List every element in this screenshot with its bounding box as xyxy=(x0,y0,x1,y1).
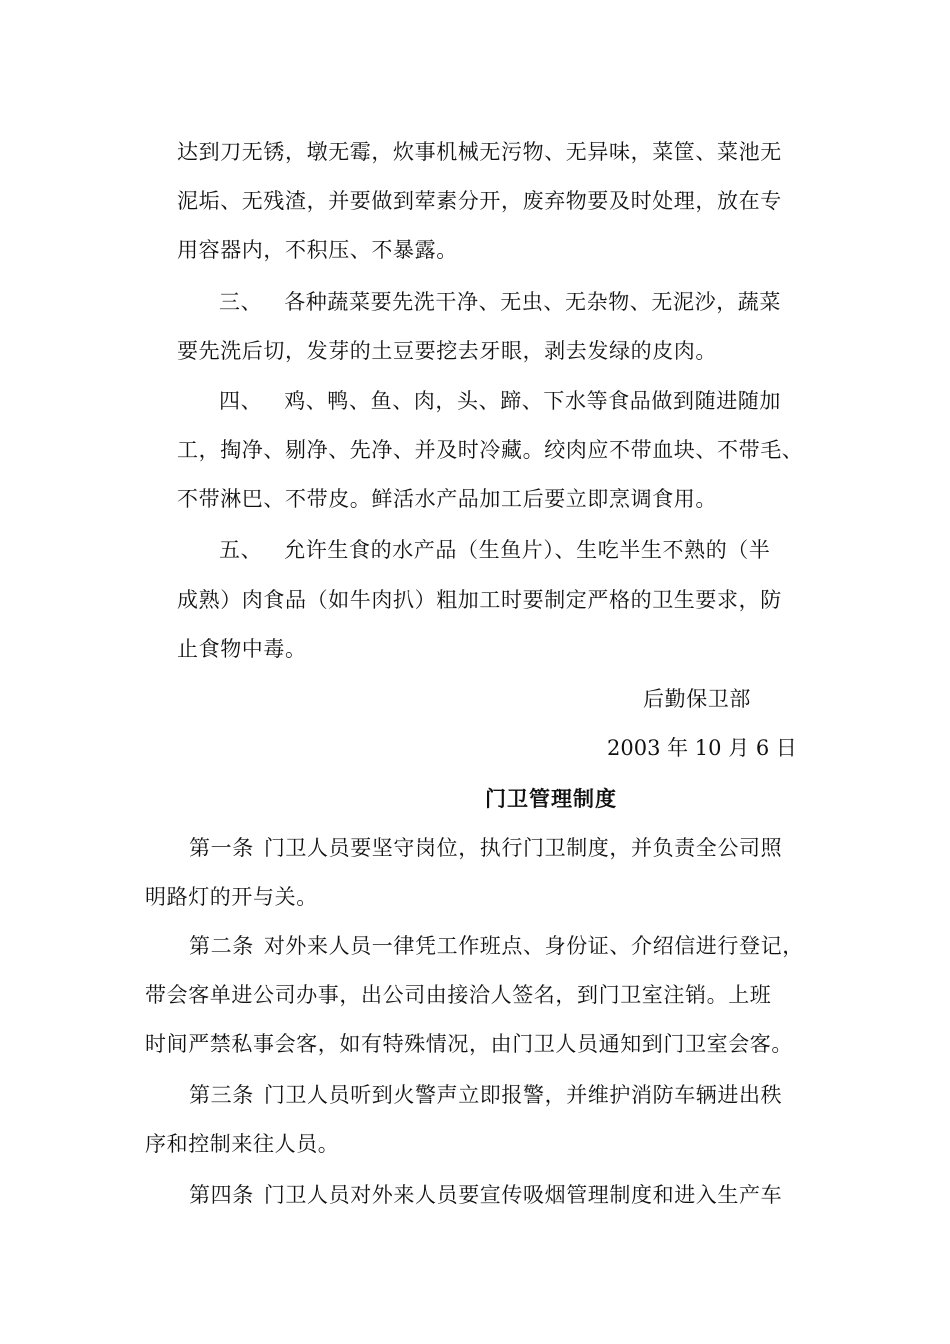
paragraph-line: 序和控制来往人员。 xyxy=(145,1132,340,1156)
paragraph-line: 不带淋巴、不带皮。鲜活水产品加工后要立即烹调食用。 xyxy=(177,487,717,511)
article-label: 第一条 xyxy=(189,836,254,860)
article-2-line xyxy=(189,931,804,961)
article-label: 第三条 xyxy=(189,1083,254,1107)
paragraph-line: 明路灯的开与关。 xyxy=(145,885,318,909)
signature: 后勤保卫部 xyxy=(643,687,751,711)
article-1-line xyxy=(189,833,782,863)
item-text: 各种蔬菜要先洗干净、无虫、无杂物、无泥沙，蔬菜 xyxy=(284,290,782,314)
item-number: 四、 xyxy=(219,389,263,413)
item-number: 三、 xyxy=(219,290,263,314)
item-number: 五、 xyxy=(219,538,263,562)
article-label: 第二条 xyxy=(189,934,254,958)
item-4-line xyxy=(219,386,781,416)
paragraph-line: 带会客单进公司办事，出公司由接洽人签名，到门卫室注销。上班 xyxy=(145,983,772,1007)
article-label: 第四条 xyxy=(189,1183,254,1207)
paragraph-line: 工，掏净、剔净、先净、并及时冷藏。绞肉应不带血块、不带毛、 xyxy=(177,438,804,462)
section-title: 门卫管理制度 xyxy=(485,787,617,811)
paragraph-line: 泥垢、无残渣，并要做到荤素分开，废弃物要及时处理，放在专 xyxy=(177,189,782,213)
article-text: 门卫人员要坚守岗位，执行门卫制度，并负责全公司照 xyxy=(263,836,783,860)
paragraph-line: 时间严禁私事会客，如有特殊情况，由门卫人员通知到门卫室会客。 xyxy=(145,1032,793,1056)
paragraph-line: 用容器内，不积压、不暴露。 xyxy=(177,238,458,262)
paragraph-line: 达到刀无锈，墩无霉，炊事机械无污物、无异味，菜筐、菜池无 xyxy=(177,140,782,164)
article-text: 对外来人员一律凭工作班点、身份证、介绍信进行登记， xyxy=(263,934,804,958)
item-5-line xyxy=(219,535,771,565)
article-text: 门卫人员对外来人员要宣传吸烟管理制度和进入生产车 xyxy=(263,1183,783,1207)
paragraph-line: 要先洗后切，发芽的土豆要挖去牙眼，剥去发绿的皮肉。 xyxy=(177,339,717,363)
date: 2003 年 10 月 6 日 xyxy=(607,736,797,760)
item-3-line xyxy=(219,287,781,317)
article-text: 门卫人员听到火警声立即报警，并维护消防车辆进出秩 xyxy=(263,1083,783,1107)
paragraph-line: 止食物中毒。 xyxy=(177,637,307,661)
item-text: 允许生食的水产品（生鱼片）、生吃半生不熟的（半 xyxy=(284,538,771,562)
article-3-line xyxy=(189,1080,782,1110)
article-4-line xyxy=(189,1180,782,1210)
item-text: 鸡、鸭、鱼、肉，头、蹄、下水等食品做到随进随加 xyxy=(284,389,782,413)
paragraph-line: 成熟）肉食品（如牛肉扒）粗加工时要制定严格的卫生要求，防 xyxy=(177,588,782,612)
